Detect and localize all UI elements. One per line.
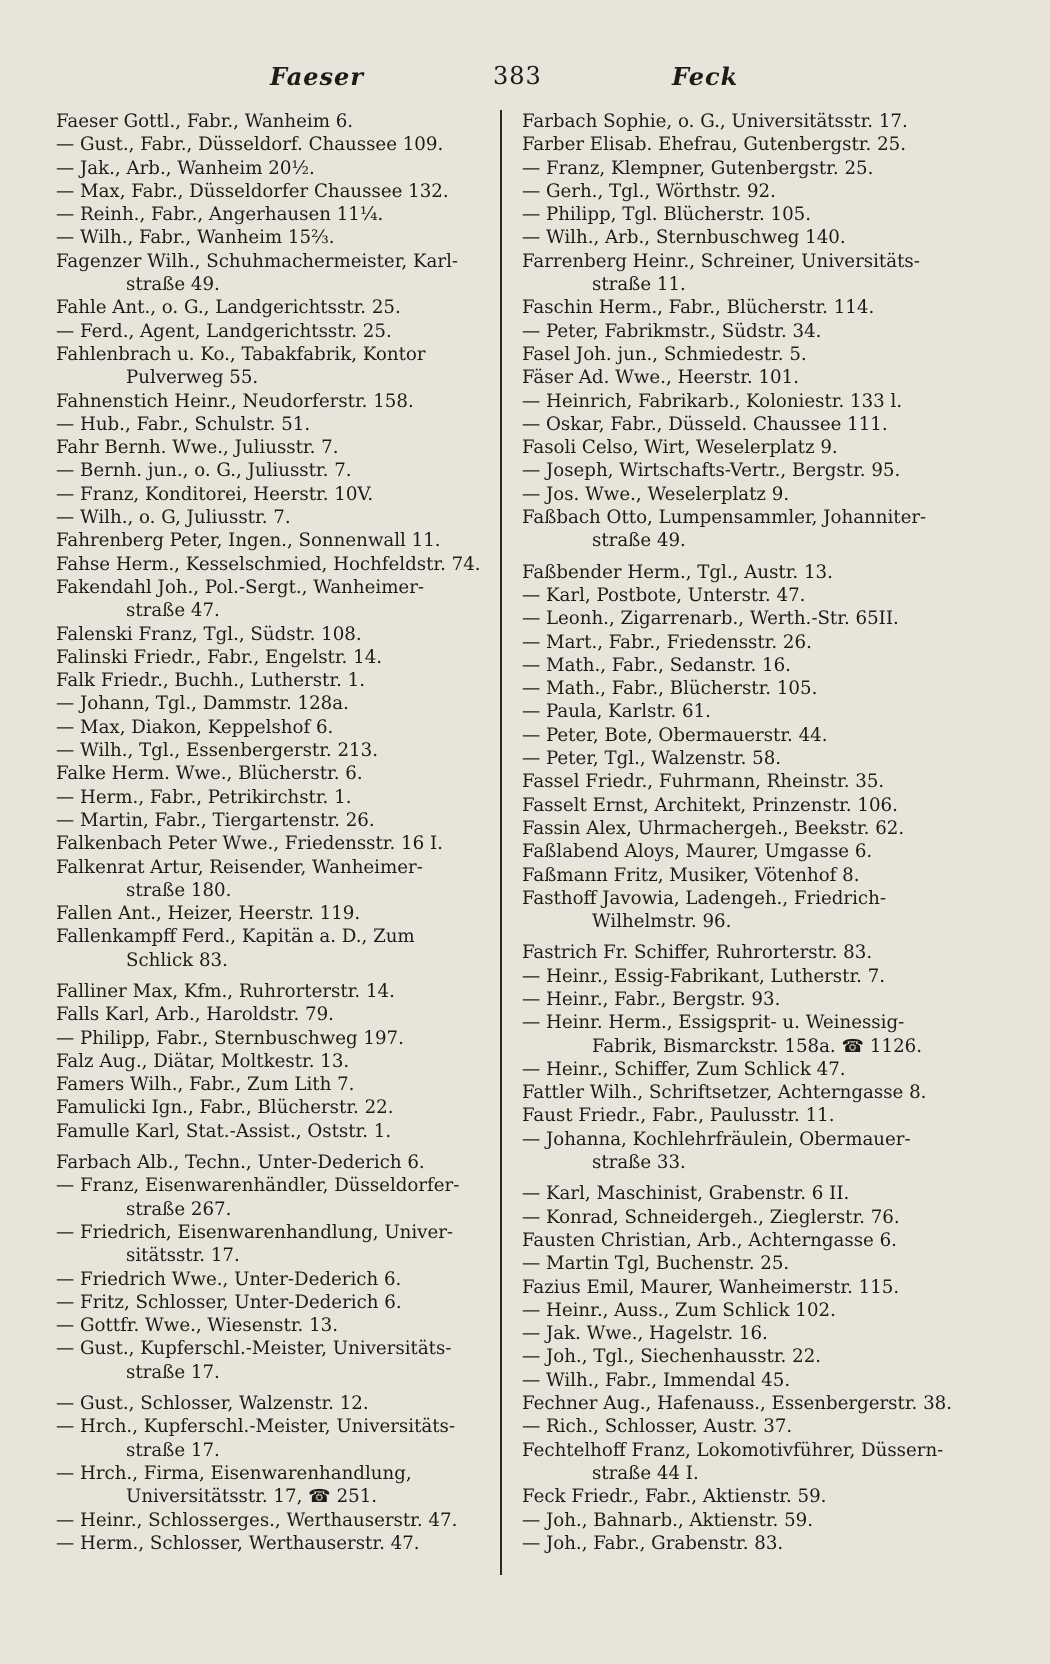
directory-entry-line: Fallen Ant., Heizer, Heerstr. 119.: [56, 903, 361, 925]
directory-entry-line: Fasthoff Javowia, Ladengeh., Friedrich-: [522, 887, 886, 909]
directory-entry-line: straße 49.: [126, 274, 220, 296]
directory-entry-line: Faschin Herm., Fabr., Blücherstr. 114.: [522, 297, 875, 319]
directory-entry-line: straße 44 I.: [592, 1462, 699, 1484]
directory-entry-line: Falkenrat Artur, Reisender, Wanheimer-: [56, 856, 423, 878]
column-divider: [500, 110, 502, 1575]
directory-entry-line: — Math., Fabr., Sedanstr. 16.: [522, 654, 791, 676]
directory-entry-line: — Heinr., Fabr., Bergstr. 93.: [522, 988, 781, 1010]
directory-entry-line: Fabrik, Bismarckstr. 158a. ☎ 1126.: [592, 1035, 922, 1057]
directory-entry-line: Farbach Alb., Techn., Unter-Dederich 6.: [56, 1152, 425, 1174]
directory-entry-line: straße 180.: [126, 879, 232, 901]
directory-entry-line: — Philipp, Fabr., Sternbuschweg 197.: [56, 1027, 404, 1049]
directory-entry-line: — Wilh., Tgl., Essenbergerstr. 213.: [56, 740, 378, 762]
directory-entry-line: — Martin, Fabr., Tiergartenstr. 26.: [56, 809, 375, 831]
directory-entry-line: straße 17.: [126, 1361, 220, 1383]
directory-entry-line: — Martin Tgl, Buchenstr. 25.: [522, 1253, 790, 1275]
directory-entry-line: Fasel Joh. jun., Schmiedestr. 5.: [522, 343, 807, 365]
directory-entry-line: sitätsstr. 17.: [126, 1245, 240, 1267]
directory-entry-line: — Max, Fabr., Düsseldorfer Chaussee 132.: [56, 180, 449, 202]
directory-entry-line: straße 267.: [126, 1198, 232, 1220]
directory-entry-line: Falk Friedr., Buchh., Lutherstr. 1.: [56, 670, 365, 692]
directory-entry-line: Faßlabend Aloys, Maurer, Umgasse 6.: [522, 841, 873, 863]
directory-entry-line: Fahrenberg Peter, Ingen., Sonnenwall 11.: [56, 530, 441, 552]
directory-entry-line: Fahle Ant., o. G., Landgerichtsstr. 25.: [56, 297, 401, 319]
directory-entry-line: — Math., Fabr., Blücherstr. 105.: [522, 678, 818, 700]
directory-entry-line: Faßmann Fritz, Musiker, Vötenhof 8.: [522, 864, 860, 886]
directory-entry-line: — Wilh., o. G, Juliusstr. 7.: [56, 507, 291, 529]
directory-entry-line: — Wilh., Fabr., Wanheim 15⅔.: [56, 227, 335, 249]
directory-entry-line: Fagenzer Wilh., Schuhmachermeister, Karl-: [56, 250, 459, 272]
directory-entry-line: — Jos. Wwe., Weselerplatz 9.: [522, 483, 790, 505]
directory-entry-line: — Johanna, Kochlehrfräulein, Obermauer-: [522, 1128, 911, 1150]
directory-entry-line: Farber Elisab. Ehefrau, Gutenbergstr. 25.: [522, 134, 906, 156]
directory-entry-line: Fakendahl Joh., Pol.-Sergt., Wanheimer-: [56, 576, 425, 598]
directory-entry-line: — Mart., Fabr., Friedensstr. 26.: [522, 631, 812, 653]
directory-entry-line: Faßbender Herm., Tgl., Austr. 13.: [522, 561, 833, 583]
directory-entry-line: Falinski Friedr., Fabr., Engelstr. 14.: [56, 646, 383, 668]
directory-entry-line: Famulle Karl, Stat.-Assist., Oststr. 1.: [56, 1120, 392, 1142]
directory-entry-line: Farrenberg Heinr., Schreiner, Universitäts-: [522, 250, 920, 272]
directory-entry-line: Farbach Sophie, o. G., Universitätsstr. 17.: [522, 111, 908, 132]
directory-entry-line: — Konrad, Schneidergeh., Zieglerstr. 76.: [522, 1206, 900, 1228]
directory-entry-line: — Joh., Bahnarb., Aktienstr. 59.: [522, 1509, 814, 1531]
directory-entry-line: Falliner Max, Kfm., Ruhrorterstr. 14.: [56, 980, 395, 1002]
directory-entry-line: straße 11.: [592, 274, 686, 296]
directory-entry-line: — Karl, Postbote, Unterstr. 47.: [522, 584, 806, 606]
directory-entry-line: Fassel Friedr., Fuhrmann, Rheinstr. 35.: [522, 771, 885, 793]
directory-entry-line: — Friedrich Wwe., Unter-Dederich 6.: [56, 1268, 402, 1290]
directory-entry-line: Fechner Aug., Hafenauss., Essenbergerstr. 38.: [522, 1393, 952, 1415]
directory-entry-line: — Hrch., Kupferschl.-Meister, Universitäts-: [56, 1416, 456, 1438]
left-column: [56, 110, 488, 1600]
directory-entry-line: — Heinrich, Fabrikarb., Koloniestr. 133 l.: [522, 390, 903, 412]
directory-entry-line: Fassin Alex, Uhrmachergeh., Beekstr. 62.: [522, 817, 905, 839]
directory-entry-line: Fasselt Ernst, Architekt, Prinzenstr. 106.: [522, 794, 898, 816]
directory-entry-line: Feck Friedr., Fabr., Aktienstr. 59.: [522, 1486, 827, 1508]
directory-entry-line: — Heinr., Schiffer, Zum Schlick 47.: [522, 1058, 846, 1080]
directory-entry-line: Fahlenbrach u. Ko., Tabakfabrik, Kontor: [56, 343, 426, 365]
directory-entry-line: — Reinh., Fabr., Angerhausen 11¼.: [56, 204, 384, 226]
directory-entry-line: Wilhelmstr. 96.: [592, 911, 732, 933]
directory-entry-line: Fahse Herm., Kesselschmied, Hochfeldstr. 74.: [56, 553, 481, 575]
directory-entry-line: — Hub., Fabr., Schulstr. 51.: [56, 413, 311, 435]
directory-entry-line: Fattler Wilh., Schriftsetzer, Achterngasse 8.: [522, 1082, 927, 1104]
directory-entry-line: — Max, Diakon, Keppelshof 6.: [56, 716, 334, 738]
directory-entry-line: — Oskar, Fabr., Düsseld. Chaussee 111.: [522, 413, 888, 435]
directory-entry-line: — Fritz, Schlosser, Unter-Dederich 6.: [56, 1291, 402, 1313]
directory-entry-line: Fastrich Fr. Schiffer, Ruhrorterstr. 83.: [522, 942, 873, 964]
directory-entry-line: — Rich., Schlosser, Austr. 37.: [522, 1416, 793, 1438]
directory-entry-line: — Leonh., Zigarrenarb., Werth.-Str. 65II.: [522, 608, 899, 630]
directory-entry-line: — Peter, Bote, Obermauerstr. 44.: [522, 724, 828, 746]
directory-entry-line: Fazius Emil, Maurer, Wanheimerstr. 115.: [522, 1276, 900, 1298]
directory-entry-line: Fasoli Celso, Wirt, Weselerplatz 9.: [522, 437, 838, 459]
directory-entry-line: — Wilh., Fabr., Immendal 45.: [522, 1369, 791, 1391]
directory-entry-line: Famulicki Ign., Fabr., Blücherstr. 22.: [56, 1097, 394, 1119]
directory-entry-line: — Gerh., Tgl., Wörthstr. 92.: [522, 180, 776, 202]
directory-entry-line: — Heinr., Auss., Zum Schlick 102.: [522, 1299, 836, 1321]
directory-entry-line: — Gust., Schlosser, Walzenstr. 12.: [56, 1393, 369, 1415]
directory-entry-line: — Gottfr. Wwe., Wiesenstr. 13.: [56, 1315, 339, 1337]
directory-entry-line: — Joh., Fabr., Grabenstr. 83.: [522, 1532, 784, 1554]
directory-entry-line: Falkenbach Peter Wwe., Friedensstr. 16 I.: [56, 833, 443, 855]
directory-entry-line: Universitätsstr. 17, ☎ 251.: [126, 1486, 378, 1508]
directory-entry-line: Falke Herm. Wwe., Blücherstr. 6.: [56, 763, 363, 785]
directory-entry-line: straße 47.: [126, 600, 220, 622]
directory-entry-line: — Heinr. Herm., Essigsprit- u. Weinessig-: [522, 1012, 905, 1034]
directory-entry-line: — Hrch., Firma, Eisenwarenhandlung,: [56, 1462, 412, 1484]
directory-entry-line: — Peter, Fabrikmstr., Südstr. 34.: [522, 320, 822, 342]
directory-entry-line: Faeser Gottl., Fabr., Wanheim 6.: [56, 111, 354, 132]
directory-entry-line: — Herm., Schlosser, Werthauserstr. 47.: [56, 1532, 420, 1554]
directory-entry-line: Fallenkampff Ferd., Kapitän a. D., Zum: [56, 926, 415, 948]
directory-entry-line: — Friedrich, Eisenwarenhandlung, Univer-: [56, 1221, 454, 1243]
directory-entry-line: — Heinr., Essig-Fabrikant, Lutherstr. 7.: [522, 965, 886, 987]
directory-entry-line: — Jak., Arb., Wanheim 20½.: [56, 157, 315, 179]
directory-entry-line: — Gust., Kupferschl.-Meister, Universitäts-: [56, 1338, 452, 1360]
directory-entry-line: Schlick 83.: [126, 949, 228, 971]
directory-entry-line: Fahnenstich Heinr., Neudorferstr. 158.: [56, 390, 414, 412]
directory-entry-line: Falls Karl, Arb., Haroldstr. 79.: [56, 1004, 334, 1026]
directory-entry-line: — Wilh., Arb., Sternbuschweg 140.: [522, 227, 846, 249]
directory-entry-line: — Jak. Wwe., Hagelstr. 16.: [522, 1323, 768, 1345]
directory-entry-line: straße 33.: [592, 1152, 686, 1174]
directory-entry-line: Fechtelhoff Franz, Lokomotivführer, Düssern-: [522, 1439, 944, 1461]
directory-entry-line: straße 49.: [592, 530, 686, 552]
directory-entry-line: — Paula, Karlstr. 61.: [522, 701, 711, 723]
directory-entry-line: straße 17.: [126, 1439, 220, 1461]
directory-entry-line: Pulverweg 55.: [126, 367, 259, 389]
running-head-left: Faeser: [270, 62, 364, 91]
directory-entry-line: Fäser Ad. Wwe., Heerstr. 101.: [522, 367, 799, 389]
directory-entry-line: — Gust., Fabr., Düsseldorf. Chaussee 109.: [56, 134, 444, 156]
directory-entry-line: — Karl, Maschinist, Grabenstr. 6 II.: [522, 1183, 850, 1205]
directory-entry-line: — Joseph, Wirtschafts-Vertr., Bergstr. 95.: [522, 460, 901, 482]
right-column: [522, 110, 962, 1600]
directory-entry-line: — Joh., Tgl., Siechenhausstr. 22.: [522, 1346, 822, 1368]
directory-entry-line: — Ferd., Agent, Landgerichtsstr. 25.: [56, 320, 392, 342]
directory-entry-line: — Bernh. jun., o. G., Juliusstr. 7.: [56, 460, 352, 482]
directory-entry-line: — Franz, Konditorei, Heerstr. 10V.: [56, 483, 374, 505]
directory-entry-line: Falenski Franz, Tgl., Südstr. 108.: [56, 623, 362, 645]
directory-entry-line: — Franz, Klempner, Gutenbergstr. 25.: [522, 157, 874, 179]
directory-entry-line: — Johann, Tgl., Dammstr. 128a.: [56, 693, 349, 715]
directory-entry-line: Famers Wilh., Fabr., Zum Lith 7.: [56, 1074, 355, 1096]
directory-entry-line: — Franz, Eisenwarenhändler, Düsseldorfer-: [56, 1175, 460, 1197]
page-number: 383: [493, 62, 542, 90]
directory-entry-line: — Peter, Tgl., Walzenstr. 58.: [522, 748, 782, 770]
directory-entry-line: Faßbach Otto, Lumpensammler, Johanniter-: [522, 507, 927, 529]
directory-entry-line: — Herm., Fabr., Petrikirchstr. 1.: [56, 786, 352, 808]
directory-entry-line: — Philipp, Tgl. Blücherstr. 105.: [522, 204, 812, 226]
directory-entry-line: — Heinr., Schlosserges., Werthauserstr. 47.: [56, 1509, 458, 1531]
directory-entry-line: Falz Aug., Diätar, Moltkestr. 13.: [56, 1050, 350, 1072]
running-head-right: Feck: [672, 62, 739, 91]
directory-entry-line: Fahr Bernh. Wwe., Juliusstr. 7.: [56, 437, 339, 459]
directory-entry-line: Faust Friedr., Fabr., Paulusstr. 11.: [522, 1105, 835, 1127]
directory-entry-line: Fausten Christian, Arb., Achterngasse 6.: [522, 1229, 897, 1251]
